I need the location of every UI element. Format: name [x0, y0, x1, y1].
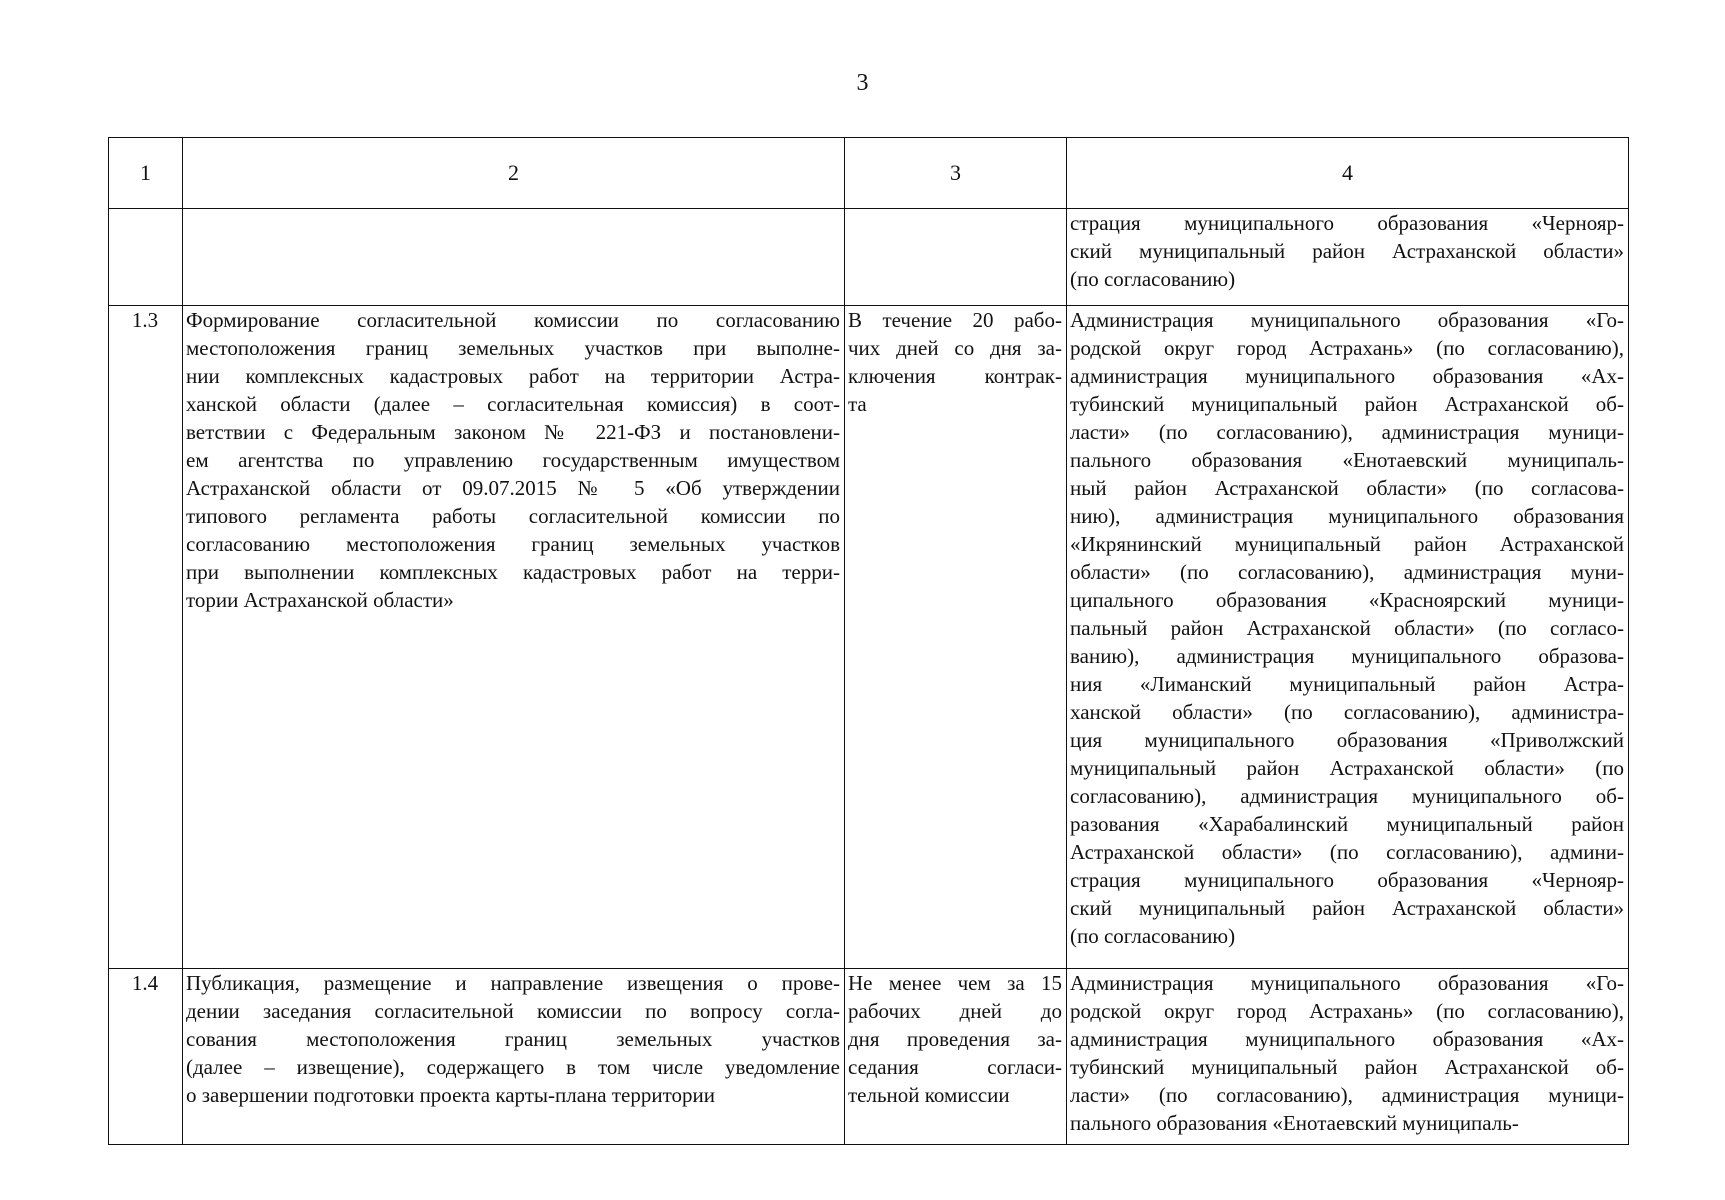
column-header-3: 3 — [845, 138, 1067, 209]
text-line: типового регламента работы согласительной комиссии по — [186, 504, 840, 528]
text-line: (по согласованию) — [1070, 267, 1236, 291]
text-line: тубинский муниципальный район Астраханской об- — [1070, 392, 1624, 416]
text-line: администрация муниципального образования «Ах- — [1070, 1027, 1624, 1051]
text-line: (далее – извещение), содержащего в том числе уведомление — [186, 1055, 840, 1079]
text-line: пального образования «Енотаевский муниципаль- — [1070, 1111, 1519, 1135]
deadline-cell — [845, 969, 1067, 1145]
text-line: ключения контрак- — [848, 364, 1062, 388]
text-line: та — [848, 392, 867, 416]
text-line: Не менее чем за 15 — [848, 971, 1062, 995]
responsible-cell — [1067, 209, 1629, 306]
column-header-4: 4 — [1067, 138, 1629, 209]
text-line: ния «Лиманский муниципальный район Астра- — [1070, 672, 1624, 696]
text-line: «Икрянинский муниципальный район Астраханской — [1070, 532, 1624, 556]
responsible-cell — [1067, 306, 1629, 969]
text-line: администрация муниципального образования «Ах- — [1070, 364, 1624, 388]
deadline-cell — [845, 209, 1067, 306]
text-line: тельной комиссии — [848, 1083, 1010, 1107]
text-line: разования «Харабалинский муниципальный район — [1070, 812, 1624, 836]
text-line: согласованию), администрация муниципального об- — [1070, 784, 1624, 808]
text-line: области» (по согласованию), администрация муни- — [1070, 560, 1624, 584]
activity-cell — [183, 209, 845, 306]
column-header-1: 1 — [109, 138, 183, 209]
text-line: Формирование согласительной комиссии по согласованию — [186, 308, 840, 332]
text-line: ципального образования «Красноярский муници- — [1070, 588, 1624, 612]
text-line: Администрация муниципального образования «Го- — [1070, 308, 1624, 332]
text-line: Астраханской области от 09.07.2015 № 5 «Об утверждении — [186, 476, 840, 500]
text-line: тории Астраханской области» — [186, 588, 454, 612]
text-line: местоположения границ земельных участков при выполне- — [186, 336, 840, 360]
row-number-cell: 1.4 — [109, 969, 183, 1145]
text-line: нию), администрация муниципального образования — [1070, 504, 1624, 528]
text-line: (по согласованию) — [1070, 924, 1236, 948]
text-line: пального образования «Енотаевский муниципаль- — [1070, 448, 1624, 472]
text-line: родской округ город Астрахань» (по согласованию), — [1070, 336, 1624, 360]
page-number: 3 — [856, 70, 869, 96]
text-line: дня проведения за- — [848, 1027, 1062, 1051]
table-header-row — [109, 138, 1629, 209]
text-line: при выполнении комплексных кадастровых работ на терри- — [186, 560, 840, 584]
text-line: о завершении подготовки проекта карты-плана территории — [186, 1083, 715, 1107]
text-line: ный район Астраханской области» (по согласова- — [1070, 476, 1624, 500]
column-header-2: 2 — [183, 138, 845, 209]
row-number-cell — [109, 209, 183, 306]
text-line: ветствии с Федеральным законом № 221-ФЗ и постановлени- — [186, 420, 840, 444]
text-line: чих дней со дня за- — [848, 336, 1062, 360]
text-line: Астраханской области» (по согласованию), админи- — [1070, 840, 1624, 864]
text-line: ханской области (далее – согласительная комиссия) в соот- — [186, 392, 840, 416]
text-line: Администрация муниципального образования «Го- — [1070, 971, 1624, 995]
text-line: согласованию местоположения границ земельных участков — [186, 532, 840, 556]
table-row-1-3 — [109, 306, 1629, 969]
text-line: седания согласи- — [848, 1055, 1062, 1079]
text-line: пальный район Астраханской области» (по согласо- — [1070, 616, 1624, 640]
table-row-1-4 — [109, 969, 1629, 1145]
text-line: ем агентства по управлению государственным имуществом — [186, 448, 840, 472]
text-line: ханской области» (по согласованию), администра- — [1070, 700, 1624, 724]
text-line: муниципальный район Астраханской области» (по — [1070, 756, 1624, 780]
deadline-cell — [845, 306, 1067, 969]
activity-cell — [183, 969, 845, 1145]
text-line: ванию), администрация муниципального образова- — [1070, 644, 1624, 668]
text-line: ласти» (по согласованию), администрация муници- — [1070, 1083, 1624, 1107]
text-line: В течение 20 рабо- — [848, 308, 1062, 332]
text-line: дении заседания согласительной комиссии по вопросу согла- — [186, 999, 840, 1023]
text-line: родской округ город Астрахань» (по согласованию), — [1070, 999, 1624, 1023]
text-line: ция муниципального образования «Приволжский — [1070, 728, 1624, 752]
text-line: Публикация, размещение и направление извещения о прове- — [186, 971, 840, 995]
text-line: ласти» (по согласованию), администрация муници- — [1070, 420, 1624, 444]
responsible-cell — [1067, 969, 1629, 1145]
text-line: рабочих дней до — [848, 999, 1062, 1023]
text-line: ский муниципальный район Астраханской области» — [1070, 896, 1624, 920]
text-line: нии комплексных кадастровых работ на территории Астра- — [186, 364, 840, 388]
document-table — [108, 137, 1629, 1145]
text-line: тубинский муниципальный район Астраханской об- — [1070, 1055, 1624, 1079]
text-line: страция муниципального образования «Чернояр- — [1070, 211, 1624, 235]
row-number-cell: 1.3 — [109, 306, 183, 969]
text-line: ский муниципальный район Астраханской области» — [1070, 239, 1624, 263]
text-line: сования местоположения границ земельных участков — [186, 1027, 840, 1051]
activity-cell — [183, 306, 845, 969]
table-row-continuation — [109, 209, 1629, 306]
text-line: страция муниципального образования «Чернояр- — [1070, 868, 1624, 892]
